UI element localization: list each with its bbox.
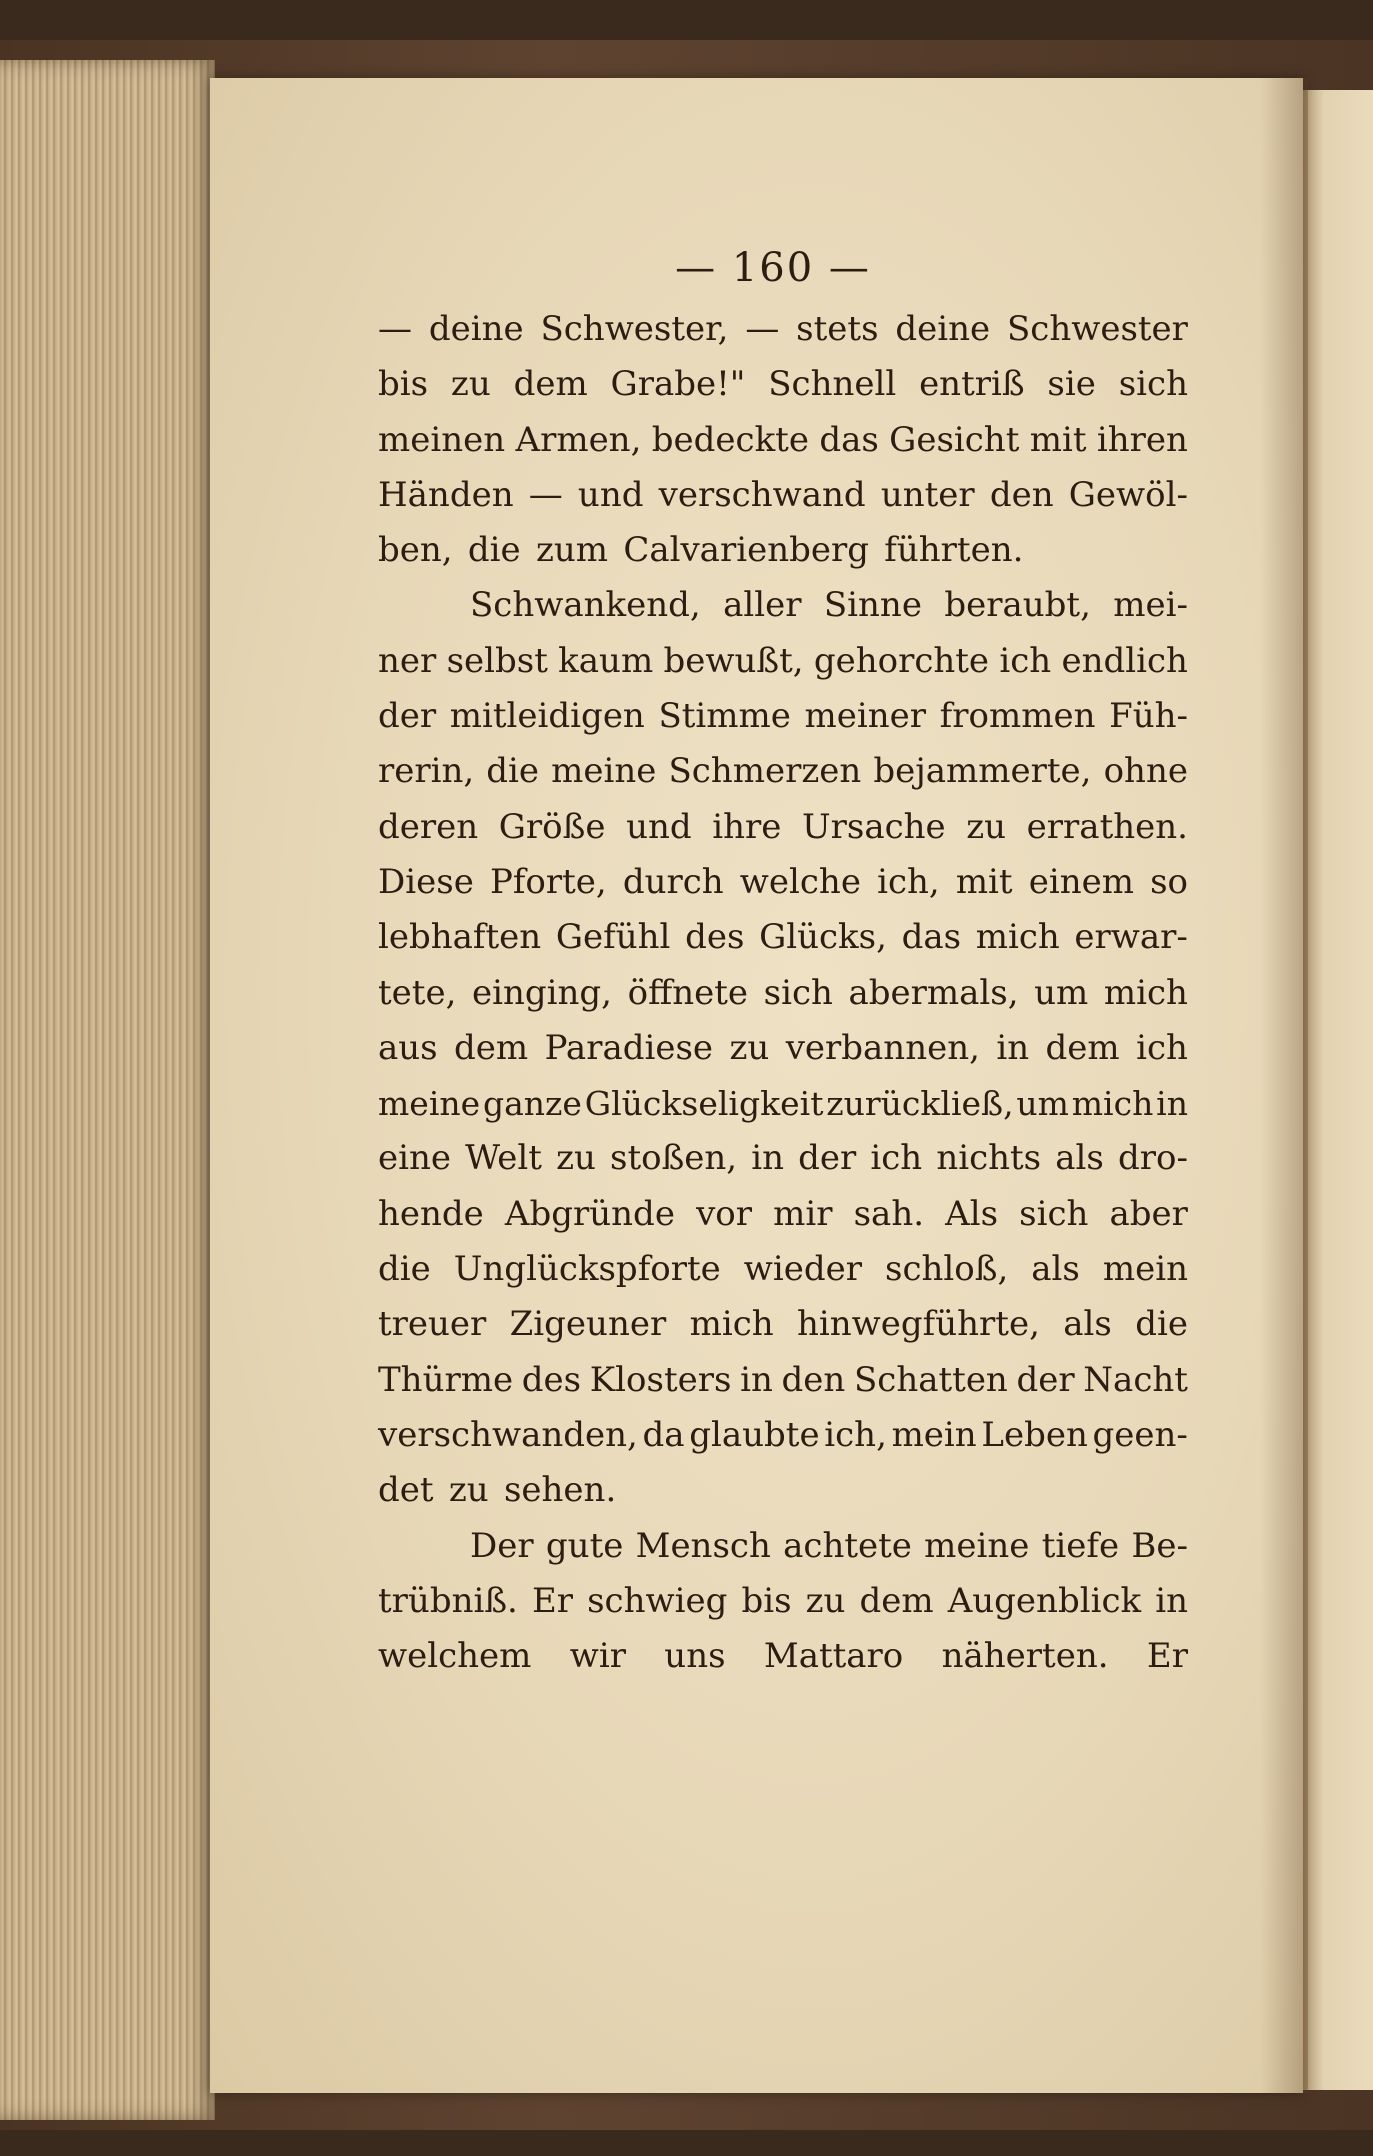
word: wir <box>569 1636 626 1677</box>
word: schloß, <box>885 1249 1009 1290</box>
text-line <box>378 800 1188 855</box>
word: Nacht <box>1083 1359 1188 1400</box>
word: Als <box>945 1193 999 1234</box>
word: einging, <box>471 972 612 1013</box>
word: schwieg <box>587 1580 728 1621</box>
word: Ursache <box>801 806 946 847</box>
word: mit <box>955 861 1013 902</box>
word: zu <box>450 364 491 405</box>
word: welchem <box>378 1636 532 1677</box>
word: beraubt, <box>944 585 1091 626</box>
word: Gesicht <box>889 419 1020 460</box>
word: das <box>819 419 879 460</box>
word: in <box>1156 1084 1188 1124</box>
text-line <box>378 744 1188 799</box>
text-line <box>378 523 1188 578</box>
word: Glückseligkeit <box>584 1084 824 1124</box>
word: geen- <box>1092 1414 1188 1455</box>
text-line <box>378 1131 1188 1186</box>
text-line <box>378 578 1188 633</box>
word: aus <box>378 1027 438 1068</box>
text-line <box>378 1242 1188 1297</box>
word: meine <box>551 751 657 792</box>
word: Thürme <box>378 1359 514 1400</box>
word: die <box>1135 1304 1188 1345</box>
word: Schwester, <box>540 309 729 349</box>
word: sehen. <box>503 1470 617 1511</box>
word: verschwand <box>658 474 866 515</box>
word: ich <box>870 1138 923 1179</box>
word: uns <box>664 1636 726 1677</box>
word: bejammerte, <box>873 751 1092 792</box>
text-line <box>378 302 1188 357</box>
text-line <box>378 910 1188 965</box>
word: aller <box>723 585 802 626</box>
word: mich <box>975 917 1060 958</box>
word: zu <box>556 1138 596 1179</box>
word: Füh- <box>1109 696 1188 737</box>
word: endlich <box>1061 640 1188 681</box>
word: die <box>467 530 521 571</box>
word: mich <box>689 1304 774 1345</box>
word: Unglückspforte <box>453 1249 721 1290</box>
word: öffnete <box>627 972 749 1013</box>
page-number: — 160 — <box>675 245 871 291</box>
word: det <box>378 1470 434 1511</box>
word: bedeckte <box>651 419 809 460</box>
word: den <box>781 1359 846 1400</box>
word: hinwegführte, <box>797 1304 1040 1345</box>
word: mitleidigen <box>449 696 645 737</box>
word: glaubte <box>689 1414 820 1455</box>
word: ohne <box>1103 751 1188 792</box>
word: so <box>1150 861 1188 902</box>
word: um <box>1034 972 1089 1013</box>
word: als <box>1031 1249 1080 1290</box>
word: gehorchte <box>813 640 990 681</box>
word: Armen, <box>515 419 642 460</box>
word: Diese <box>378 861 474 902</box>
word: dem <box>859 1580 934 1621</box>
word: mei- <box>1113 585 1188 626</box>
word: deine <box>428 309 524 349</box>
word: Er <box>531 1580 574 1621</box>
word: — <box>745 309 780 349</box>
word: Calvarienberg <box>623 530 869 571</box>
word: durch <box>622 861 724 902</box>
word: errathen. <box>1026 806 1188 847</box>
word: mit <box>1029 419 1087 460</box>
word: mein <box>1102 1249 1188 1290</box>
word: Pforte, <box>489 861 607 902</box>
word: der <box>798 1138 857 1179</box>
word: zu <box>729 1027 770 1068</box>
page-edges <box>0 60 215 2120</box>
text-line <box>378 1021 1188 1076</box>
word: näherten. <box>941 1636 1109 1677</box>
text-line <box>378 1353 1188 1408</box>
word: rerin, <box>378 751 475 792</box>
gutter-shadow <box>1260 78 1308 2093</box>
text-line <box>378 966 1188 1021</box>
word: ich <box>999 640 1052 681</box>
word: Gewöl- <box>1068 474 1188 515</box>
word: ich, <box>877 861 940 902</box>
word: kaum <box>558 640 654 681</box>
word: tiefe <box>1041 1525 1120 1566</box>
word: Sinne <box>823 585 922 626</box>
text-line <box>378 1519 1188 1574</box>
word: ihre <box>712 806 782 847</box>
word: als <box>1055 1138 1104 1179</box>
word: des <box>521 1359 582 1400</box>
word: zu <box>966 806 1007 847</box>
word: als <box>1063 1304 1112 1345</box>
word: Der <box>470 1525 534 1566</box>
word: Händen <box>378 474 514 515</box>
word: ich, <box>824 1414 887 1455</box>
word: mich <box>1071 1084 1154 1124</box>
word: verbannen, <box>785 1027 980 1068</box>
word: Zigeuner <box>509 1304 667 1345</box>
word: Mensch <box>635 1525 771 1566</box>
word: des <box>685 917 745 958</box>
word: zu <box>448 1470 489 1511</box>
word: ner <box>378 640 437 681</box>
word: ihren <box>1096 419 1188 460</box>
word: sich <box>1019 1193 1089 1234</box>
word: lebhaften <box>378 917 542 958</box>
word: mir <box>773 1193 833 1234</box>
word: verschwanden, <box>378 1414 638 1455</box>
word: Schmerzen <box>668 751 862 792</box>
word: mein <box>891 1414 977 1455</box>
word: dem <box>513 364 588 405</box>
word: entriß <box>919 364 1025 405</box>
word: sie <box>1047 364 1096 405</box>
word: welche <box>739 861 861 902</box>
word: zurückließ, <box>826 1084 1014 1124</box>
word: zum <box>535 530 609 571</box>
word: deine <box>895 309 991 349</box>
word: deren <box>378 806 479 847</box>
word: sich <box>763 972 833 1013</box>
word: trübniß. <box>378 1580 518 1621</box>
word: Abgründe <box>504 1193 675 1234</box>
text-line <box>378 855 1188 910</box>
word: Paradiese <box>544 1027 714 1068</box>
word: Größe <box>498 806 606 847</box>
word: meine <box>924 1525 1030 1566</box>
word: Be- <box>1131 1525 1188 1566</box>
text-line <box>378 1463 1188 1518</box>
word: und <box>626 806 692 847</box>
word: meiner <box>804 696 927 737</box>
word: dro- <box>1117 1138 1188 1179</box>
word: bewußt, <box>663 640 804 681</box>
text-line <box>378 1187 1188 1242</box>
word: stets <box>796 309 879 349</box>
word: Schnell <box>768 364 897 405</box>
word: sich <box>1118 364 1188 405</box>
word: gute <box>545 1525 624 1566</box>
word: Er <box>1146 1636 1188 1677</box>
word: erwar- <box>1074 917 1188 958</box>
word: Gefühl <box>555 917 671 958</box>
word: Schwester <box>1006 309 1188 349</box>
word: Welt <box>465 1138 542 1179</box>
word: wieder <box>743 1249 863 1290</box>
word: selbst <box>446 640 548 681</box>
word: da <box>642 1414 685 1455</box>
word: das <box>901 917 962 958</box>
text-line <box>378 357 1188 412</box>
word: unter <box>880 474 975 515</box>
word: — <box>528 474 563 515</box>
word: der <box>378 696 437 737</box>
word: führten. <box>884 530 1024 571</box>
text-line <box>378 468 1188 523</box>
word: Leben <box>981 1414 1088 1455</box>
word: tete, <box>378 972 457 1013</box>
word: ganze <box>482 1084 582 1124</box>
word: Schwankend, <box>470 585 701 626</box>
page-text <box>378 240 1188 1684</box>
word: in <box>996 1027 1030 1068</box>
word: Mattaro <box>763 1636 904 1677</box>
word: meine <box>378 1084 481 1124</box>
word: in <box>751 1138 785 1179</box>
word: achtete <box>783 1525 912 1566</box>
word: — <box>378 309 412 349</box>
word: Glücks, <box>759 917 887 958</box>
word: die <box>378 1249 431 1290</box>
facing-page-edge <box>1303 90 1373 2090</box>
word: frommen <box>939 696 1096 737</box>
word: die <box>486 751 540 792</box>
word: dem <box>1045 1027 1120 1068</box>
word: aber <box>1109 1193 1188 1234</box>
word: in <box>740 1359 773 1400</box>
word: bis <box>378 364 429 405</box>
word: einem <box>1028 861 1134 902</box>
word: Grabe!" <box>610 364 746 405</box>
word: hende <box>378 1193 484 1234</box>
word: der <box>1016 1359 1075 1400</box>
word: zu <box>805 1580 846 1621</box>
word: stoßen, <box>610 1138 738 1179</box>
word: in <box>1155 1580 1188 1621</box>
word: den <box>989 474 1054 515</box>
word: dem <box>454 1027 529 1068</box>
word: Schatten <box>853 1359 1008 1400</box>
word: meinen <box>378 419 506 460</box>
word: Augenblick <box>947 1580 1142 1621</box>
word: mich <box>1103 972 1188 1013</box>
word: Klosters <box>589 1359 732 1400</box>
word: abermals, <box>848 972 1019 1013</box>
text-line <box>378 1629 1188 1684</box>
word: ich <box>1136 1027 1188 1068</box>
word: Stimme <box>658 696 791 737</box>
text-line <box>378 1574 1188 1629</box>
word: um <box>1016 1084 1069 1124</box>
word: und <box>577 474 644 515</box>
text-line <box>378 689 1188 744</box>
word: treuer <box>378 1304 487 1345</box>
word: bis <box>741 1580 792 1621</box>
text-line <box>378 1297 1188 1352</box>
word: vor <box>696 1193 752 1234</box>
word: ben, <box>378 530 453 571</box>
text-line <box>378 1076 1188 1131</box>
text-line <box>378 413 1188 468</box>
text-line <box>378 1408 1188 1463</box>
word: sah. <box>853 1193 925 1234</box>
word: nichts <box>936 1138 1042 1179</box>
text-line <box>378 634 1188 689</box>
word: eine <box>378 1138 452 1179</box>
